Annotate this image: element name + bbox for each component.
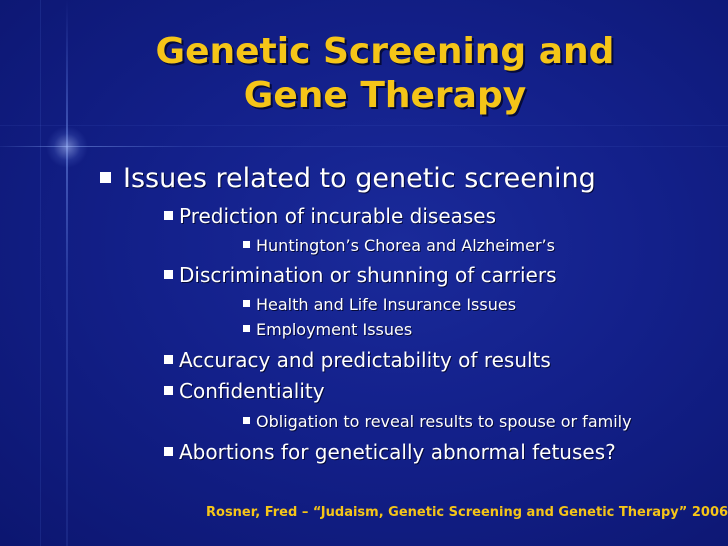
bullet-item-level-2 bbox=[164, 440, 616, 464]
square-bullet-icon bbox=[164, 270, 173, 279]
bullet-item-level-3 bbox=[243, 236, 555, 255]
bullet-item-level-3 bbox=[243, 295, 516, 314]
bullet-item-level-2 bbox=[164, 204, 496, 228]
bullet-item-level-3 bbox=[243, 412, 632, 431]
bullet-text: Obligation to reveal results to spouse or family bbox=[256, 412, 632, 431]
bullet-text: Employment Issues bbox=[256, 320, 413, 339]
square-bullet-icon bbox=[243, 325, 250, 332]
square-bullet-icon bbox=[243, 300, 250, 307]
square-bullet-icon bbox=[164, 386, 173, 395]
decorative-line-horizontal-faint bbox=[0, 125, 728, 126]
slide-title-line-2: Gene Therapy bbox=[243, 75, 527, 116]
slide-title bbox=[100, 30, 670, 118]
square-bullet-icon bbox=[164, 447, 173, 456]
bullet-text: Issues related to genetic screening bbox=[123, 163, 596, 194]
square-bullet-icon bbox=[164, 211, 173, 220]
bullet-text: Prediction of incurable diseases bbox=[179, 204, 497, 228]
decorative-line-horizontal bbox=[0, 146, 728, 147]
bullet-item-level-1 bbox=[100, 163, 596, 194]
bullet-item-level-2 bbox=[164, 263, 557, 287]
bullet-text: Accuracy and predictability of results bbox=[179, 348, 551, 372]
bullet-text: Abortions for genetically abnormal fetuses? bbox=[179, 440, 616, 464]
square-bullet-icon bbox=[243, 241, 250, 248]
bullet-item-level-2 bbox=[164, 379, 325, 403]
square-bullet-icon bbox=[243, 417, 250, 424]
decorative-line-vertical bbox=[66, 0, 68, 546]
bullet-item-level-3 bbox=[243, 320, 412, 339]
bullet-text: Health and Life Insurance Issues bbox=[256, 295, 517, 314]
bullet-text: Huntington’s Chorea and Alzheimer’s bbox=[256, 236, 555, 255]
bullet-text: Discrimination or shunning of carriers bbox=[179, 263, 557, 287]
bullet-item-level-2 bbox=[164, 348, 551, 372]
decorative-line-vertical-faint bbox=[40, 0, 41, 546]
square-bullet-icon bbox=[164, 355, 173, 364]
slide-title-line-1: Genetic Screening and bbox=[155, 31, 615, 72]
decorative-glow bbox=[46, 126, 88, 168]
bullet-text: Confidentiality bbox=[179, 379, 325, 403]
square-bullet-icon bbox=[100, 172, 111, 183]
citation: Rosner, Fred – “Judaism, Genetic Screening and Genetic Therapy” 2006 bbox=[206, 505, 728, 520]
